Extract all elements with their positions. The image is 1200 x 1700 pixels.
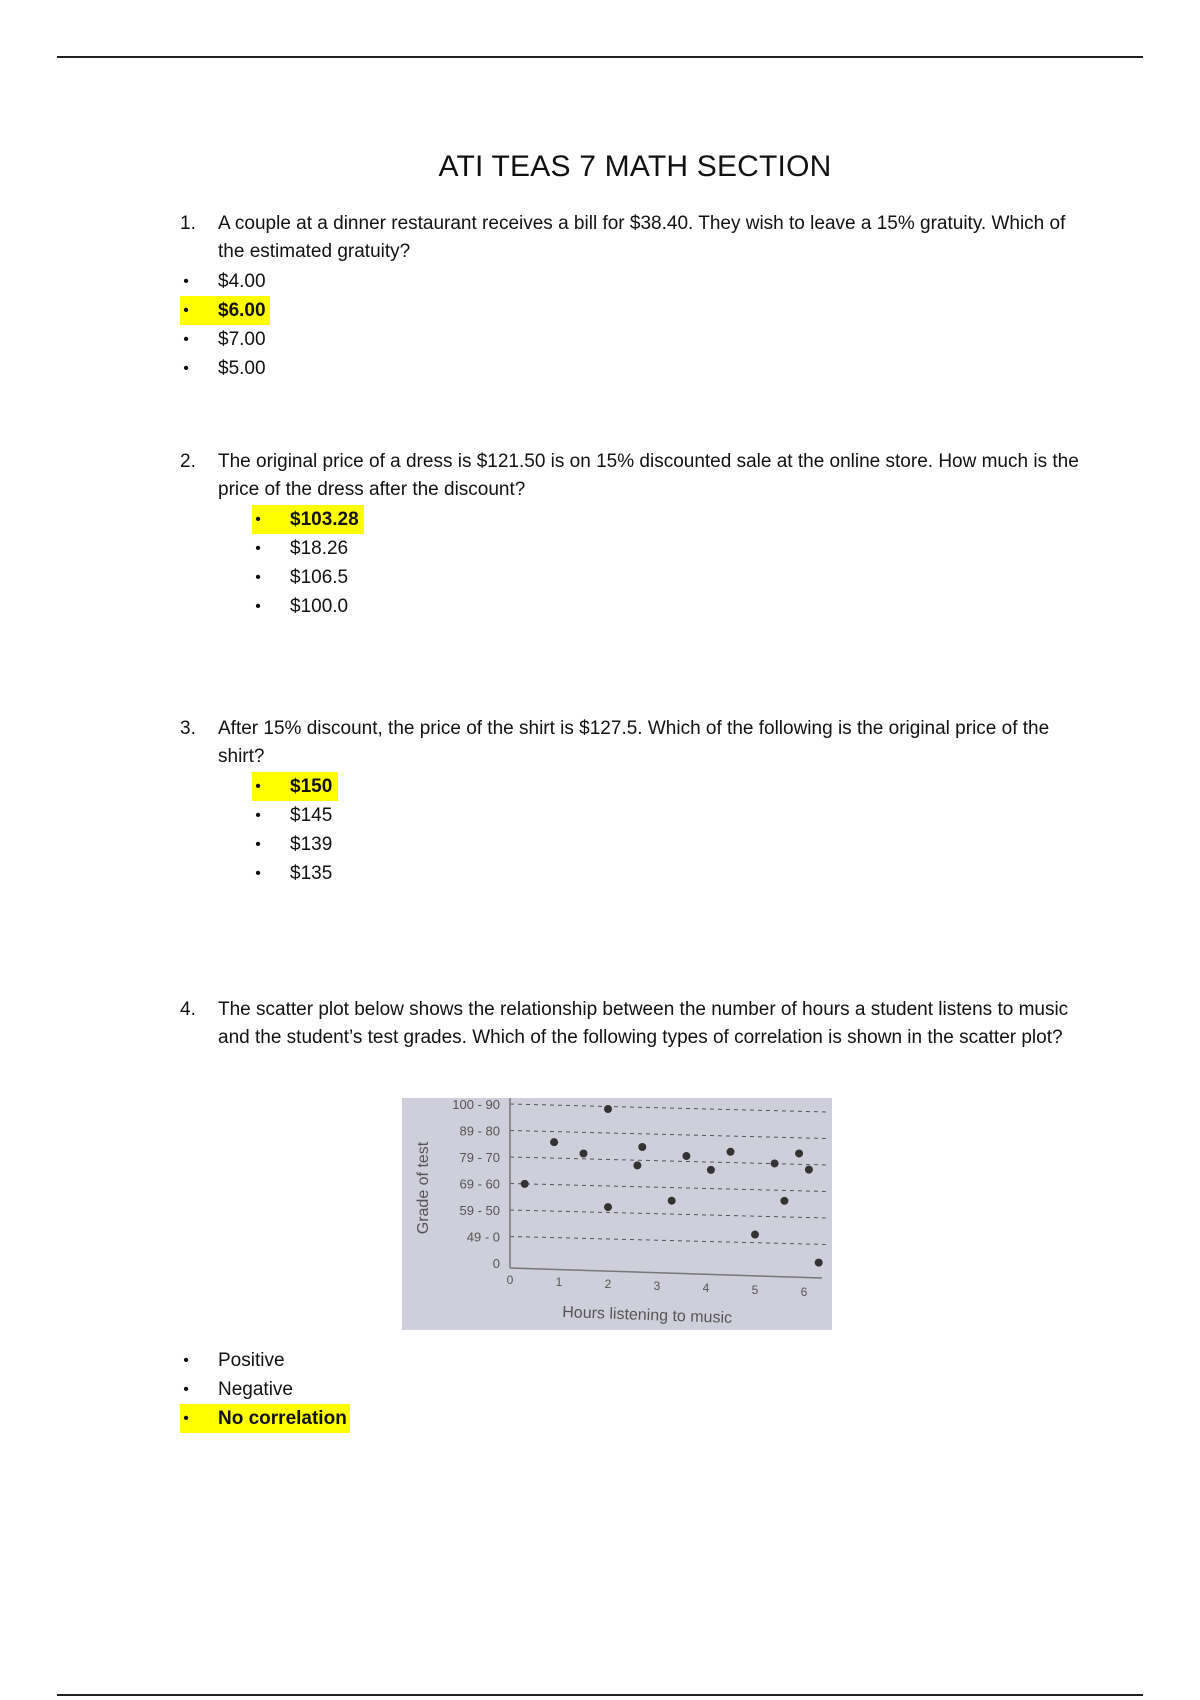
scatter-point [633, 1161, 641, 1169]
bullet-icon: • [183, 273, 189, 290]
scatter-point [751, 1231, 759, 1239]
scatter-point [682, 1152, 690, 1160]
bullet-icon: • [255, 598, 261, 615]
option-correct [180, 296, 270, 325]
y-tick-label: 69 - 60 [459, 1176, 500, 1192]
bullet-icon: • [183, 1381, 189, 1398]
option-text: No correlation [218, 1408, 347, 1429]
option-text: $139 [290, 834, 333, 855]
option [252, 859, 338, 888]
option [252, 534, 364, 563]
scatter-point [550, 1138, 558, 1146]
scatter-point [604, 1203, 612, 1211]
option-text: $106.5 [290, 567, 349, 588]
grid-line [510, 1237, 827, 1245]
question-text: After 15% discount, the price of the shirt is $127.5. Which of the following is the original price of the shirt? [218, 718, 1050, 767]
option-text: $103.28 [290, 509, 359, 530]
scatter-point [771, 1159, 779, 1167]
option-correct [180, 1404, 350, 1433]
option-text: $4.00 [218, 271, 266, 292]
grid-line [510, 1157, 827, 1165]
grid-line [510, 1104, 827, 1112]
x-tick-label: 3 [653, 1279, 661, 1293]
x-tick-label: 4 [702, 1281, 710, 1295]
option-text: Negative [218, 1379, 293, 1400]
option [180, 1375, 350, 1404]
y-tick-label: 89 - 80 [459, 1123, 500, 1139]
x-axis-label: Hours listening to music [561, 1304, 733, 1327]
question-number: 2. [180, 451, 196, 472]
scatter-point [805, 1166, 813, 1174]
option-text: Positive [218, 1350, 285, 1371]
option [252, 563, 364, 592]
bullet-icon: • [183, 331, 189, 348]
option-correct [252, 772, 338, 801]
scatter-point [780, 1197, 788, 1205]
question-text: A couple at a dinner restaurant receives a bill for $38.40. They wish to leave a 15% gratuity. Which of the estimated gratuity? [218, 213, 1066, 262]
x-tick-label: 0 [506, 1273, 514, 1287]
bullet-icon: • [255, 865, 261, 882]
option-text: $18.26 [290, 538, 349, 559]
option-text: $6.00 [218, 300, 266, 321]
option-text: $135 [290, 863, 333, 884]
header-rule [57, 56, 1143, 58]
scatter-point [638, 1143, 646, 1151]
grid-line [510, 1131, 827, 1139]
bullet-icon: • [255, 807, 261, 824]
question-text: The original price of a dress is $121.50 is on 15% discounted sale at the online store. How much is the price of the dress after the discount? [218, 451, 1079, 500]
options-q2 [252, 505, 364, 621]
question-number: 3. [180, 718, 196, 739]
option [252, 830, 338, 859]
bullet-icon: • [183, 1410, 189, 1427]
scatter-point [727, 1148, 735, 1156]
option [180, 267, 270, 296]
bullet-icon: • [255, 511, 261, 528]
question-1 [180, 210, 1090, 266]
option-text: $150 [290, 776, 333, 797]
option [180, 325, 270, 354]
scatter-point [668, 1197, 676, 1205]
x-tick-label: 2 [604, 1277, 612, 1291]
scatter-point [580, 1150, 588, 1158]
bullet-icon: • [183, 360, 189, 377]
option-text: $5.00 [218, 358, 266, 379]
bullet-icon: • [255, 540, 261, 557]
scatter-plot-image [402, 1098, 832, 1330]
grid-line [510, 1210, 827, 1218]
option [180, 354, 270, 383]
bullet-icon: • [255, 778, 261, 795]
x-tick-label: 6 [800, 1285, 808, 1299]
option-correct [252, 505, 364, 534]
question-number: 4. [180, 999, 196, 1020]
y-tick-label: 49 - 0 [466, 1229, 500, 1245]
options-q4 [180, 1346, 350, 1433]
option-text: $7.00 [218, 329, 266, 350]
scatter-point [815, 1259, 823, 1267]
y-axis-label: Grade of test [415, 1141, 432, 1235]
option [252, 801, 338, 830]
question-3 [180, 715, 1090, 771]
bullet-icon: • [255, 836, 261, 853]
option-text: $100.0 [290, 596, 349, 617]
options-q1 [180, 267, 270, 383]
footer-rule [57, 1694, 1143, 1696]
x-tick-label: 1 [555, 1275, 563, 1289]
page-title: ATI TEAS 7 MATH SECTION [438, 150, 832, 183]
option [180, 1346, 350, 1375]
bullet-icon: • [255, 569, 261, 586]
options-q3 [252, 772, 338, 888]
y-tick-label: 59 - 50 [459, 1203, 500, 1218]
y-tick-label: 79 - 70 [459, 1150, 500, 1165]
scatter-point [521, 1180, 529, 1188]
question-2 [180, 448, 1090, 504]
question-number: 1. [180, 213, 196, 234]
question-4 [180, 996, 1090, 1052]
question-text: The scatter plot below shows the relationship between the number of hours a student listens to music and the student’s test grades. Which of the following types of correlation is shown in the scatter plot? [218, 999, 1069, 1048]
bullet-icon: • [183, 302, 189, 319]
scatter-point [795, 1149, 803, 1157]
scatter-plot [402, 1098, 832, 1330]
y-tick-label: 100 - 90 [452, 1098, 500, 1112]
option [252, 592, 364, 621]
grid-line [510, 1184, 827, 1192]
scatter-point [707, 1166, 715, 1174]
scatter-point [604, 1105, 612, 1113]
x-tick-label: 5 [751, 1283, 759, 1297]
bullet-icon: • [183, 1352, 189, 1369]
y-tick-label: 0 [492, 1256, 500, 1271]
option-text: $145 [290, 805, 333, 826]
